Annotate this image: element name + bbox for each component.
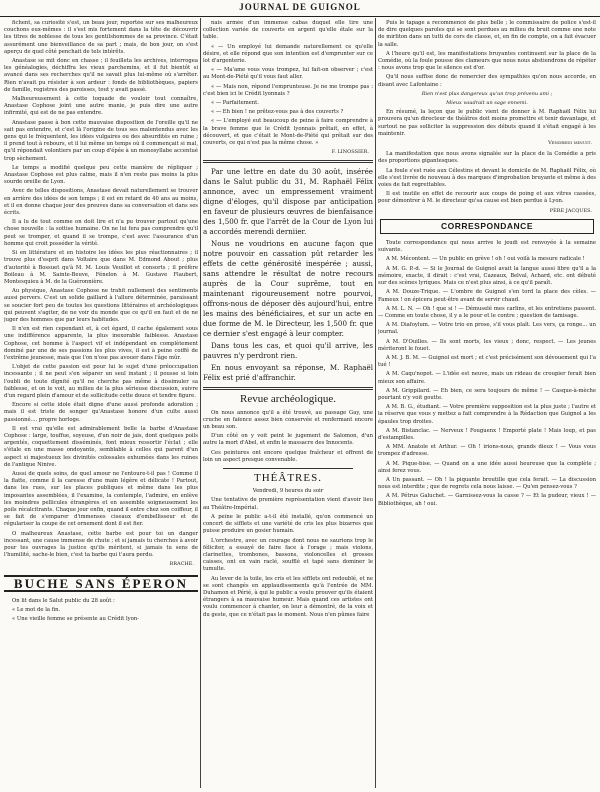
- article-paragraph: L'orchestre, avec un courage dont nous ne saurions trop le féliciter, a essayé de faire face à l'orage ; mais violons, clarinettes, trombones, bassons, violoncelles et grosses caisses, ont en vain raclé, soufflé et tapé sans dominer le tumulte.: [203, 537, 373, 573]
- correspondence-item: A M. Caqu'nopot. — L'idée est neuve, mais un rideau de croupier ferait bien mieux son affaire.: [378, 371, 596, 385]
- correspondence-item: A M. J. B. M. — Guignol est mort ; et c'est précisément son dévouement qui l'a tué !: [378, 354, 596, 369]
- article-paragraph: « Une vieille femme se présente au Crédit lyon-: [12, 616, 139, 623]
- correspondence-item: A M. Bistanclac. — Nerveux ! Fouguenx ! Emporté plate ! Mais loup, et pas d'estampilles.: [378, 427, 596, 441]
- article-paragraph: fichent, sa curiosité s'est, un beau jour, reportée sur ses malheureux couchons eux-mêmes : il s'est mis fortement dans la tête de découvrir les titres de noblesse de tous les gentilshommes de sa province. C'était assurément une bienveillance de sa part ; mais, de bon jour, on s'est aperçu de quel côté penchait de tels intérêts.: [4, 20, 198, 55]
- article-paragraph: « — Un employé lui demande naturellement ce qu'elle désire, et elle répond que son intention est d'emprunter sur ce lot d'argenterie.: [203, 43, 373, 65]
- article-paragraph: A l'heure qu'il est, les manifestations bruyantes continuent sur la place de la Comédie, où la foule pousse des clameurs que nous nous abstiendrons de répéter : nous avons trop que le silence est d'or.: [378, 50, 596, 72]
- article-paragraph: Il est vrai qu'elle est admirablement belle la barbe d'Anastase Cophose : large, touffue, soyeuse, d'un noir de jais, dont quelques poils argentés, coquettement disséminés, font mieux ressortir l'éclat ; elle s'étale en une masse ondoyante, semblable à celles qui parent d'un aspect si majestueux les divinités colossales exhumées dans les ruines de l'antique Ninive.: [4, 425, 198, 468]
- author-signature: F. LINOSSIER.: [331, 149, 369, 156]
- section-title-theatres: THÉÂTRES.: [254, 472, 322, 485]
- article-paragraph: On nous annonce qu'il a été trouvé, au passage Gay, une cruche en faïence assez bien conservée et renfermant encore un beau son.: [203, 409, 373, 431]
- column-middle: [203, 20, 373, 786]
- article-paragraph: La manifestation que nous avons signalée sur la place de la Comédie a pris des proportions gigantesques.: [378, 151, 596, 165]
- correspondence-item: A M. B. G., étudiant. — Votre première supposition est la plus juste ; l'autre et la réserve que vous y mettez a fait comprendre à la Rédaction que Guignol a les épaules trop droites.: [378, 404, 596, 425]
- section-divider: [203, 160, 373, 163]
- column-divider: [200, 18, 201, 788]
- article-paragraph: « — Eh bien ! ne prêtez-vous pas à des couverts ?: [211, 109, 344, 116]
- article-paragraph: Dans tous les cas, et quoi qu'il arrive, les pauvres n'y perdront rien.: [203, 341, 373, 361]
- section-title-correspondance: CORRESPONDANCE: [380, 219, 594, 234]
- dateline: Vendredi, 9 heures du soir: [252, 488, 324, 495]
- correspondence-item: A M. Diafoylum. — Votre trio en prose, s'il vous plaît. Les vers, ça ronge... un journal.: [378, 322, 596, 336]
- correspondence-item: A M. Pétrus Galuchet. — Garnissez-vous la casse ? — Et la pudeur, vieux ! — Bibliothèque, ah ! oui.: [378, 493, 596, 507]
- column-left: [4, 20, 198, 786]
- article-paragraph: Au physique, Anastase Cophose ne trahit nullement des sentiments aussi pervers. C'est un solide gaillard à l'allure déterminée, paraissant se soucier fort peu de toutes les questions littéraires et archéologiques qui peuvent s'agiter, de ne voir du monde que ce qu'il en faut et de ne juger des hommes que par leurs habitudes.: [4, 288, 198, 323]
- journal-title: JOURNAL DE GUIGNOL: [239, 2, 361, 12]
- correspondence-item: A M. G. P.-d. — Si le Journal de Guignol avait la langue aussi libre qu'il a la mémoire, exacte, il dirait : c'est vrai, Cazeaux, Belval, Achard, etc. ont débuté sur des scènes lyriques. Mais ce n'est plus ainsi, à ce qu'il paraît.: [378, 265, 596, 287]
- article-paragraph: Une tentative de première représentation vient d'avoir lieu au Théâtre-Impérial.: [203, 497, 373, 511]
- article-paragraph: En résumé, la leçon que le public vient de donner à M. Raphaël Félix lui prouvera qu'un directeur de théâtres doit moins promettre et tenir davantage, et surtout ne pas solliciter la suppression des débuts quand il s'était engagé à les maintenir.: [378, 109, 596, 137]
- article-paragraph: D'un côté on y voit peint le jugement de Salomon, d'un autre la mort d'Abel, et enfin le massacre des Innocents.: [203, 433, 373, 447]
- article-paragraph: Malheureusement à cette toquade de vouloir tout connaître, Anastase Cophose joint une autre manie, je puis dire une autre infirmité, qui est de ne pas entendre.: [4, 96, 198, 117]
- section-divider: [203, 387, 373, 390]
- article-paragraph: On lit dans le Salut public du 28 août :: [12, 597, 115, 604]
- article-paragraph: Il a lu de tout comme on doit lire et n'a pu trouver partout qu'une chose nouvelle : la sottise humaine. On ne lui fera pas comprendre qu'il peut se tromper, et quand il se trompe, c'est avec l'assurance d'un homme qui croit posséder la vérité.: [4, 219, 198, 247]
- article-paragraph: Qu'il nous suffise donc de remercier des sympathies qu'on nous accorde, en disant avec Lafontaine :: [378, 74, 596, 88]
- correspondence-item: A MM. Anatole et Arthur. — Oh ! irions-nous, grands dieux ! — Vous vous trompez d'adresse.: [378, 444, 596, 458]
- author-signature: PÈRE JACQUES.: [549, 207, 592, 214]
- article-paragraph: O malheureux Anastase, cette barbe est pour toi un danger incessant, une cause immense de chute ; et si jamais tu cherches à avoir pour tes ouvrages la justice qu'ils méritent, si jamais tu sens de l'humilité, sache-le bien, c'est ta barbe qui t'aura perdu.: [4, 530, 198, 559]
- correspondence-item: A M. Pique-bise. — Quand on a une idée aussi heureuse que la complète ; ainsi ferez vous.: [378, 460, 596, 474]
- article-paragraph: Avec de telles dispositions, Anastase devait naturellement se trouver en arrière des idées de son temps ; il est en retard de 40 ans au moins, et il en donne chaque jour des preuves dans sa conversation et dans ses écrits.: [4, 188, 198, 217]
- author-signature: BRACHE.: [169, 561, 194, 568]
- article-paragraph: La foule s'est ruée aux Célestins et devant le domicile de M. Raphaël Félix, où elle s'est livrée de nouveau à des marques d'improbation bruyante et même à des voies de fait regrettables.: [378, 167, 596, 189]
- article-paragraph: Ces peintures ont encore quelque fraîcheur et offrent de loin un aspect presque convenable.: [203, 449, 373, 463]
- article-paragraph: « — Mais non, répond l'emprunteuse. Je ne me trompe pas : c'est bien ici le Crédit lyonnais ?: [203, 83, 373, 97]
- correspondence-item: A M. Mécontent. — Un public en grève ! oh ! oui voilà la mesure radicale !: [386, 256, 585, 263]
- article-paragraph: Il est inutile en effet de recourir aux coups de poing et aux vitres cassées, pour démontrer à M. le directeur qu'sa cause est bien perdue à Lyon.: [378, 191, 596, 205]
- dateline: Vendredi minuit.: [548, 140, 592, 147]
- article-paragraph: Aussi de quels soins, de quel amour ne l'entoure-t-il pas ! Comme il la flatte, comme il la caresse d'une main légère et délicate ! Partout, dans les rues, sur les places publiques et même dans les plus imposantes assemblées, il l'examine, la contemple, l'admire, en enlève les moindres pellicules étrangères et en assemble soigneusement les poils récalcitrants. Chaque jour enfin, quand il entre chez son coiffeur, il se fait de s'emparer d'immenses ciseaux d'embellisseur et de régulariser la coupe de cet ornement dont il est fier.: [4, 470, 198, 528]
- article-paragraph: Si en littérature et en histoire les idées les plus réactionnaires ; il trouve plus d'esprit dans Voltaire que dans M. Edmond About ; plus d'autorité à Bossuet qu'à M. M. Louis Veuillot et consorts ; il préfère Boileau à M. Sainte-Beuve, Fénelon à M. Gustave Flaubert, Montesquieu à M. de la Guéronnière.: [4, 250, 198, 285]
- article-paragraph: « Le mot de la fin.: [12, 607, 61, 614]
- article-paragraph: Nous ne voudrions en aucune façon que notre pouvoir en cassation pût retarder les effets de cette générosité inespérée ; aussi, sans attendre le résultat de notre recours auprès de la Cour suprême, tout en maintenant rigoureusement notre pourvoi, offrons-nous de déposer dès aujourd'hui, entre les mains des bénéficiaires, et sur un acte en due forme de M. le Directeur, les 1,500 fr. que ce dernier s'est engagé à leur compter.: [203, 239, 373, 339]
- article-paragraph: Anastase se mit donc en chasse ; il feuilleta les archives, interrogea les généalogies, déchiffra les vieux parchemins, et il fut bientôt si avancé dans ses recherches qu'il ne savait plus lui-même où s'arrêter. Rien n'avait pu résister à son ardeur : fonds de bibliothèques, papiers de famille, registres des paroisses, tout y avait passé.: [4, 58, 198, 93]
- column-divider: [375, 18, 376, 788]
- verse-quote: Mieux vaudrait un sage ennemi.: [446, 100, 528, 107]
- correspondence-item: A M. Grippilard. — Eh bien, ce sera toujours de même ! — Casque-à-mèche pourtant n'y voit goutte.: [378, 387, 596, 401]
- divider: [223, 468, 353, 469]
- article-paragraph: nais armée d'un immense cabas duquel elle tire une collection variée de couverts en argent qu'elle étale sur la table.: [203, 20, 373, 41]
- correspondence-item: A M. L. N. — Oh ! que si ! — Démuselé mes carlins, et les entretiens passent. — Comme en toute chose, il y a le pour et le contre ; question de tamisage.: [378, 305, 596, 319]
- article-paragraph: Par une lettre en date du 30 août, insérée dans le Salut public du 31, M. Raphaël Félix annonce, avec un empressement vraiment digne d'éloges, qu'il dispose par anticipation en faveur de plusieurs œuvres de bienfaisance des 1,500 fr. que l'arrêt de la Cour de Lyon lui a accordés merendi derniier.: [203, 167, 373, 237]
- article-paragraph: « — L'employé eut beaucoup de peine à faire comprendre à la brave femme que le Crédit lyonnais prêtait, en effet, à découvert, et que c'était le Mont-de-Piété qui prêtait sur des couverts, ce qui n'est pas la même chose. »: [203, 118, 373, 147]
- article-paragraph: A peine le public a-t-il été installé, qu'on commencé un concert de sifflets et une variété de cris les plus bizarres que puisse produire un gosier humain.: [203, 513, 373, 535]
- correspondence-item: A M. Douze-Trique. — L'ombre de Guignol s'en tord la place des cèles. — Fameux ! on épicera peut-être avant de servir chaud.: [378, 289, 596, 303]
- correspondence-item: A Un passant. — Oh ! la piquante broutille que cela ferait. — La discussion nous est interdite ; que de regrets cela nous laisse. — Qu'en pensez-vous ?: [378, 476, 596, 491]
- column-right: [378, 20, 596, 786]
- article-paragraph: « — Parfaitement.: [211, 100, 259, 107]
- page-header: [0, 0, 600, 17]
- article-paragraph: Au lever de la toile, les cris et les sifflets ont redoublé, et ne se sont changés en applaudissements qu'à l'entrée de MM. Duhamon et Périé, à qui le public a voulu prouver qu'ils étaient étrangers à sa mauvaise humeur. Mais quand ces artistes ont voulu commencer à chanter, on leur a démontré, de la voix et du geste, que ce n'était pas le moment. Nous n'en pûmes faire: [203, 575, 373, 618]
- article-paragraph: Le temps a modifié quelque peu cette manière de répliquer ; Anastase Cophose est plus calme, mais il n'en reste pas moins la plus sourde oreille de Lyon.: [4, 164, 198, 186]
- verse-quote: Rien n'est plus dangereux qu'un trop prévenu ami ;: [421, 90, 553, 97]
- article-paragraph: « — Ma'ame vous vous trompez, lui fait-on observer ; c'est au Mont-de-Piété qu'il vous faut aller.: [203, 67, 373, 81]
- article-paragraph: En nous envoyant sa réponse, M. Raphaël Félix est prié d'affranchir.: [203, 363, 373, 383]
- section-title-revue: Revue archéologique.: [240, 393, 336, 406]
- article-paragraph: Puis le tapage a recommencé de plus belle ; le commissaire de police s'est-il de dire quelques paroles qui se sont perdues au milieu du bruit comme une note de mirliton dans un tutti de cors de classe, et, en fin de compte, on a fait évacuer la salle.: [378, 20, 596, 48]
- article-paragraph: Toute correspondance qui nous arrive le jeudi est renvoyée à la semaine suivante.: [378, 240, 596, 254]
- article-paragraph: Il n'en est rien cependant et, à cet égard, il cache également sous une indifférence apparente, la plus inexorable faiblesse. Anastase Cophose, cet homme à l'aspect vif et indépendant en complètement dominé par une de ses passions les plus vives, il est à peine coiffé de l'extrême jeunesse, mais que l'on n'ose pas avouer dans l'âge mûr.: [4, 326, 198, 361]
- article-paragraph: L'objet de cette passion est pour lui le sujet d'une préoccupation incessante ; il ne peut s'en séparer un seul instant ; il pousse si loin l'oubli de toute dignité qu'il ne cherche pas même à dissimuler sa faiblesse, et on le voit, au milieu de la plus sérieuse discussion, suivre d'un regard plein d'amour et de sollicitude cette douce et tendre figure.: [4, 364, 198, 399]
- article-paragraph: Encore si cette idole était digne d'une aussi profonde adoration ; mais il est triste de songer qu'Anastase honore d'un culte aussi passionné.... propre horloge.: [4, 402, 198, 423]
- article-paragraph: Anastase passe à bon cette mauvaise disposition de l'oreille qu'il ne sait pas entendre, et c'est là l'origine de tous ses malentendus avec les gens qui le fréquentent, les idées vulgaires ou des absurdités en ruine ; il prend tout à rebours, et il lui même un temps où il commençait si mal, qu'il répondait volontiers par un coup d'épée à un monosyllabe accentué trop sèchement.: [4, 119, 198, 162]
- correspondence-item: A M. D'Ouilles. — Ils sont morts, les vieux ; donc, respect. — Les jeunes mériteront le fouet.: [378, 338, 596, 352]
- section-title-buche: BUCHE SANS ÉPERON: [4, 575, 198, 592]
